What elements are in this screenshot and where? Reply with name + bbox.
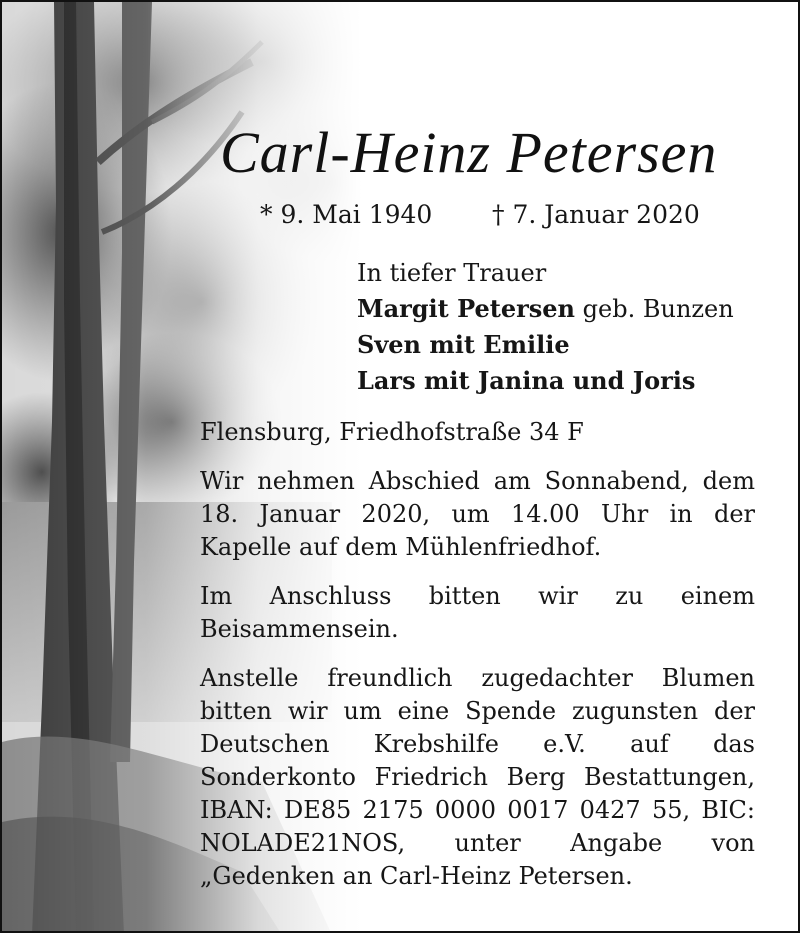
farewell-paragraph: Wir nehmen Abschied am Sonnabend, dem 18. Januar 2020, um 14.00 Uhr in der Kapelle auf dem Mühlenfriedhof. [200,467,755,561]
death-date [492,198,700,232]
mourning-intro: In tiefer Trauer [357,259,547,287]
donation-paragraph: Anstelle freundlich zugedachter Blumen bitten wir um eine Spende zugunsten der Deutschen Krebshilfe e.V. auf das Sonderkonto Friedrich Berg Bestattungen, IBAN: DE85 2175 0000 0017 0427 55, BIC: NOLADE21NOS, unter Angabe von „Gedenken an Carl-Heinz Petersen. [200,664,755,890]
mourner-name-bold: Margit Petersen [357,294,576,323]
star-icon: * [260,200,273,229]
mourners-block [357,255,734,399]
notice-body [200,416,755,909]
mourner-maiden-name: geb. Bunzen [582,295,734,323]
gathering-paragraph: Im Anschluss bitten wir zu einem Beisammensein. [200,582,755,643]
birth-date-value: 9. Mai 1940 [280,200,433,229]
birth-date [260,198,432,232]
life-dates [260,198,700,232]
cross-icon: † [492,200,505,229]
mourner-line-2: Sven mit Emilie [357,330,570,359]
deceased-name: Carl-Heinz Petersen [220,120,718,185]
address: Flensburg, Friedhofstraße 34 F [200,418,584,446]
mourner-line-3: Lars mit Janina und Joris [357,366,696,395]
death-date-value: 7. Januar 2020 [512,200,700,229]
mourner-line-1 [357,291,734,327]
